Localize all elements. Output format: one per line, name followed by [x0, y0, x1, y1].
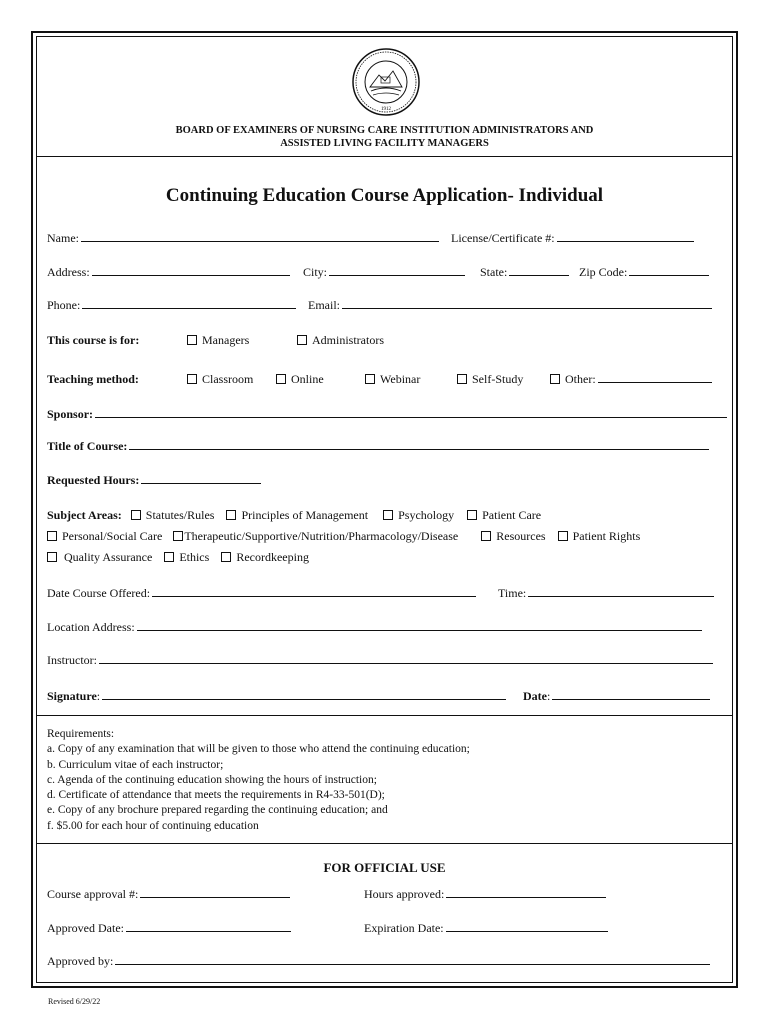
- managers-label: Managers: [202, 333, 250, 347]
- time-input-line[interactable]: [528, 586, 714, 597]
- instructor-input-line[interactable]: [99, 653, 713, 664]
- official-use-title: FOR OFFICIAL USE: [323, 860, 446, 875]
- address-input-line[interactable]: [92, 265, 290, 276]
- zip-label: Zip Code:: [579, 265, 628, 279]
- online-label: Online: [291, 372, 324, 386]
- checkbox-resources[interactable]: [481, 529, 545, 543]
- checkbox-online-box[interactable]: [276, 374, 286, 384]
- expiration-date-label: Expiration Date:: [364, 921, 444, 935]
- phone-input-line[interactable]: [82, 298, 296, 309]
- expiration-date-input-line[interactable]: [446, 921, 608, 932]
- requirements-divider: [37, 715, 732, 716]
- psychology-label: Psychology: [398, 508, 455, 522]
- requested-hours-input-line[interactable]: [141, 473, 261, 484]
- statutes-label: Statutes/Rules: [145, 508, 215, 522]
- checkbox-patient-care[interactable]: [467, 508, 541, 522]
- address-label: Address:: [47, 265, 90, 279]
- instructor-field[interactable]: [47, 653, 713, 668]
- checkbox-management[interactable]: [226, 508, 368, 522]
- checkbox-administrators-box[interactable]: [297, 335, 307, 345]
- signature-input-line[interactable]: [102, 689, 506, 700]
- checkbox-statutes-box[interactable]: [131, 510, 141, 520]
- checkbox-classroom[interactable]: [187, 372, 253, 387]
- checkbox-patient-care-box[interactable]: [467, 510, 477, 520]
- date-offered-field[interactable]: [47, 586, 476, 601]
- personal-care-label: Personal/Social Care: [62, 529, 163, 543]
- requirement-item: d. Certificate of attendance that meets the requirements in R4-33-501(D);: [47, 789, 385, 802]
- state-seal-icon: [351, 47, 421, 117]
- approved-date-field[interactable]: [47, 921, 291, 936]
- self-study-label: Self-Study: [472, 372, 524, 386]
- signature-date-input-line[interactable]: [552, 689, 710, 700]
- checkbox-patient-rights-box[interactable]: [558, 531, 568, 541]
- state-label: State:: [480, 265, 508, 279]
- checkbox-managers-box[interactable]: [187, 335, 197, 345]
- subject-areas-row-2: [47, 529, 640, 544]
- location-field[interactable]: [47, 620, 702, 635]
- checkbox-statutes[interactable]: [131, 508, 215, 522]
- city-field[interactable]: [303, 265, 465, 280]
- approved-date-input-line[interactable]: [126, 921, 291, 932]
- signature-date-label: Date: [523, 689, 547, 703]
- zip-field[interactable]: [579, 265, 709, 280]
- checkbox-resources-box[interactable]: [481, 531, 491, 541]
- checkbox-patient-rights[interactable]: [558, 529, 641, 543]
- checkbox-webinar[interactable]: [365, 372, 420, 387]
- subject-areas-row-3: [47, 550, 309, 565]
- subject-areas-row-1: [47, 508, 541, 523]
- course-approval-field[interactable]: [47, 887, 290, 902]
- checkbox-managers[interactable]: [187, 333, 249, 348]
- name-field[interactable]: [47, 231, 439, 246]
- checkbox-recordkeeping[interactable]: [221, 550, 309, 564]
- state-field[interactable]: [480, 265, 569, 280]
- subject-areas-label: Subject Areas:: [47, 508, 122, 522]
- email-input-line[interactable]: [342, 298, 712, 309]
- checkbox-therapeutic[interactable]: [173, 529, 458, 543]
- other-input-line[interactable]: [598, 372, 712, 383]
- form-title: Continuing Education Course Application- Individual: [165, 185, 604, 206]
- approved-by-input-line[interactable]: [115, 954, 710, 965]
- checkbox-other-box[interactable]: [550, 374, 560, 384]
- ethics-label: Ethics: [179, 550, 210, 564]
- license-input-line[interactable]: [557, 231, 694, 242]
- requested-hours-field[interactable]: [47, 473, 261, 488]
- hours-approved-field[interactable]: [364, 887, 606, 902]
- requirement-item: a. Copy of any examination that will be given to those who attend the continuing education;: [47, 743, 470, 756]
- checkbox-online[interactable]: [276, 372, 324, 387]
- state-input-line[interactable]: [509, 265, 569, 276]
- requirements-section: [47, 727, 470, 834]
- location-label: Location Address:: [47, 620, 135, 634]
- hours-approved-input-line[interactable]: [446, 887, 606, 898]
- time-label: Time:: [498, 586, 527, 600]
- management-label: Principles of Management: [241, 508, 369, 522]
- date-offered-label: Date Course Offered:: [47, 586, 151, 600]
- name-input-line[interactable]: [81, 231, 439, 242]
- checkbox-personal-care[interactable]: [47, 529, 162, 543]
- revised-date: Revised 6/29/22: [48, 997, 101, 1006]
- header-divider: [37, 156, 732, 157]
- license-label: License/Certificate #:: [451, 231, 555, 245]
- signature-date-field[interactable]: [523, 689, 710, 704]
- checkbox-psychology[interactable]: [383, 508, 454, 522]
- form-inner-border: [36, 36, 733, 983]
- phone-label: Phone:: [47, 298, 81, 312]
- email-label: Email:: [308, 298, 340, 312]
- seal-year: 1912: [381, 107, 391, 112]
- therapeutic-label: Therapeutic/Supportive/Nutrition/Pharmacology/Disease: [184, 529, 459, 543]
- name-label: Name:: [47, 231, 79, 245]
- recordkeeping-label: Recordkeeping: [236, 550, 309, 564]
- requirement-item: c. Agenda of the continuing education showing the hours of instruction;: [47, 773, 377, 786]
- checkbox-ethics[interactable]: [164, 550, 209, 564]
- checkbox-ethics-box[interactable]: [164, 552, 174, 562]
- checkbox-quality-assurance[interactable]: [47, 550, 152, 564]
- city-label: City:: [303, 265, 328, 279]
- other-label: Other:: [565, 372, 596, 386]
- board-name-line-2: ASSISTED LIVING FACILITY MANAGERS: [280, 138, 489, 149]
- checkbox-administrators[interactable]: [297, 333, 384, 348]
- quality-assurance-label: Quality Assurance: [64, 550, 153, 564]
- resources-label: Resources: [496, 529, 546, 543]
- checkbox-other[interactable]: [550, 372, 712, 387]
- checkbox-recordkeeping-box[interactable]: [221, 552, 231, 562]
- license-field[interactable]: [451, 231, 694, 246]
- requirement-item: f. $5.00 for each hour of continuing education: [47, 819, 259, 832]
- address-field[interactable]: [47, 265, 290, 280]
- approved-by-field[interactable]: [47, 954, 710, 969]
- administrators-label: Administrators: [312, 333, 384, 347]
- form-outer-border: [31, 31, 738, 988]
- sponsor-input-line[interactable]: [95, 407, 727, 418]
- checkbox-webinar-box[interactable]: [365, 374, 375, 384]
- requirement-item: e. Copy of any brochure prepared regarding the continuing education; and: [47, 804, 388, 817]
- hours-approved-label: Hours approved:: [364, 887, 445, 901]
- instructor-label: Instructor:: [47, 653, 97, 667]
- sponsor-label: Sponsor:: [47, 407, 94, 421]
- course-for-label: This course is for:: [47, 333, 140, 347]
- signature-date-colon: :: [547, 689, 551, 703]
- patient-care-label: Patient Care: [482, 508, 542, 522]
- checkbox-self-study-box[interactable]: [457, 374, 467, 384]
- phone-field[interactable]: [47, 298, 296, 313]
- course-title-input-line[interactable]: [129, 439, 709, 450]
- webinar-label: Webinar: [380, 372, 421, 386]
- checkbox-psychology-box[interactable]: [383, 510, 393, 520]
- course-title-label: Title of Course:: [47, 439, 128, 453]
- zip-input-line[interactable]: [629, 265, 709, 276]
- board-name-line-1: BOARD OF EXAMINERS OF NURSING CARE INSTITUTION ADMINISTRATORS AND: [175, 125, 594, 136]
- approved-date-label: Approved Date:: [47, 921, 124, 935]
- board-name: [37, 124, 732, 150]
- expiration-date-field[interactable]: [364, 921, 608, 936]
- approved-by-label: Approved by:: [47, 954, 114, 968]
- official-use-divider: [37, 843, 732, 844]
- course-title-field[interactable]: [47, 439, 709, 454]
- requirements-title: Requirements:: [47, 728, 115, 740]
- teaching-method-label: Teaching method:: [47, 372, 139, 386]
- course-approval-input-line[interactable]: [140, 887, 290, 898]
- signature-field[interactable]: [47, 689, 506, 704]
- checkbox-quality-assurance-box[interactable]: [47, 552, 57, 562]
- date-offered-input-line[interactable]: [152, 586, 476, 597]
- signature-colon: :: [96, 689, 101, 703]
- sponsor-field[interactable]: [47, 407, 727, 422]
- time-field[interactable]: [498, 586, 714, 601]
- classroom-label: Classroom: [202, 372, 254, 386]
- checkbox-management-box[interactable]: [226, 510, 236, 520]
- email-field[interactable]: [308, 298, 712, 313]
- checkbox-classroom-box[interactable]: [187, 374, 197, 384]
- signature-label: Signature: [47, 689, 97, 703]
- course-approval-label: Course approval #:: [47, 887, 139, 901]
- location-input-line[interactable]: [137, 620, 702, 631]
- patient-rights-label: Patient Rights: [572, 529, 641, 543]
- checkbox-self-study[interactable]: [457, 372, 523, 387]
- checkbox-personal-care-box[interactable]: [47, 531, 57, 541]
- requested-hours-label: Requested Hours:: [47, 473, 140, 487]
- city-input-line[interactable]: [329, 265, 465, 276]
- checkbox-therapeutic-box[interactable]: [173, 531, 183, 541]
- requirement-item: b. Curriculum vitae of each instructor;: [47, 758, 224, 771]
